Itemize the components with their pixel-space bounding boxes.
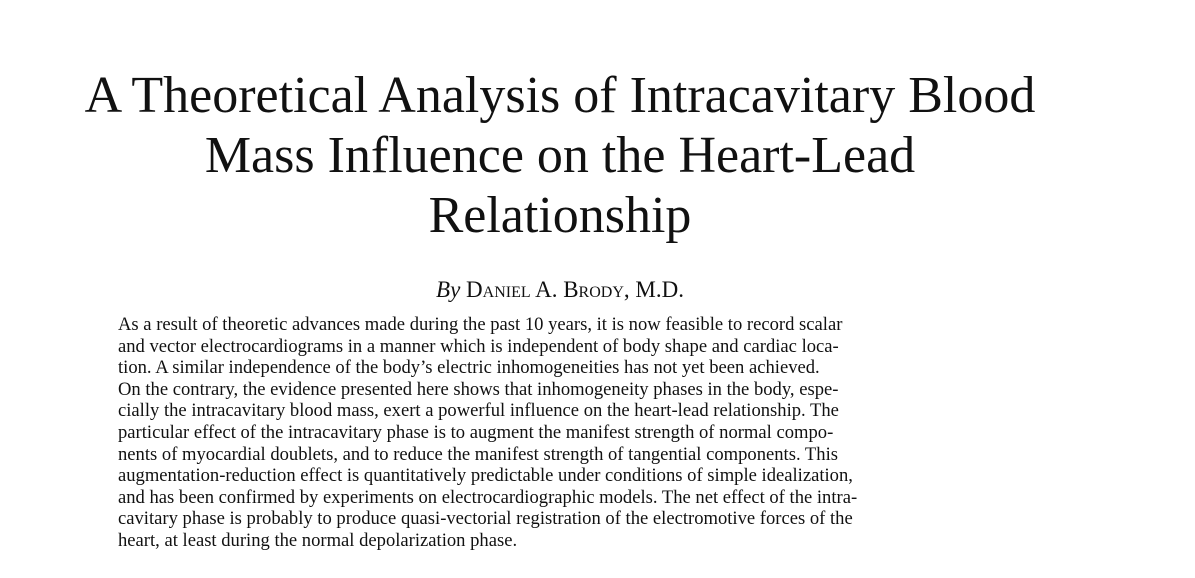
- author-byline: [20, 276, 1100, 304]
- abstract-line: nents of myocardial doublets, and to reduce the manifest strength of tangential components. This: [118, 443, 838, 465]
- abstract-line: augmentation-reduction effect is quantitatively predictable under conditions of simple idealization,: [118, 465, 853, 487]
- abstract-line: cially the intracavitary blood mass, exert a powerful influence on the heart-lead relationship. The: [118, 400, 839, 422]
- abstract-line: and has been confirmed by experiments on electrocardiographic models. The net effect of the intra-: [118, 486, 858, 508]
- abstract-line: cavitary phase is probably to produce quasi-vectorial registration of the electromotive forces of the: [118, 508, 853, 530]
- title-line: A Theoretical Analysis of Intracavitary Blood: [84, 67, 1036, 124]
- abstract-line: and vector electrocardiograms in a manner which is independent of body shape and cardiac loca-: [118, 335, 839, 357]
- title-line: Relationship: [428, 187, 692, 244]
- author-name: Daniel A. Brody: [466, 277, 624, 302]
- abstract-line: As a result of theoretic advances made during the past 10 years, it is now feasible to record scalar: [118, 314, 843, 335]
- byline-prefix: By: [436, 277, 461, 302]
- title-line: Mass Influence on the Heart-Lead: [204, 127, 916, 184]
- author-degree: , M.D.: [623, 277, 684, 302]
- abstract-line: tion. A similar independence of the body’s electric inhomogeneities has not yet been achieved.: [118, 357, 820, 379]
- abstract: [118, 314, 1038, 552]
- abstract-line: particular effect of the intracavitary phase is to augment the manifest strength of normal compo-: [118, 421, 834, 443]
- paper-title: [20, 66, 1100, 246]
- abstract-line: heart, at least during the normal depolarization phase.: [118, 529, 518, 551]
- abstract-line: On the contrary, the evidence presented here shows that inhomogeneity phases in the body, espe-: [118, 378, 839, 400]
